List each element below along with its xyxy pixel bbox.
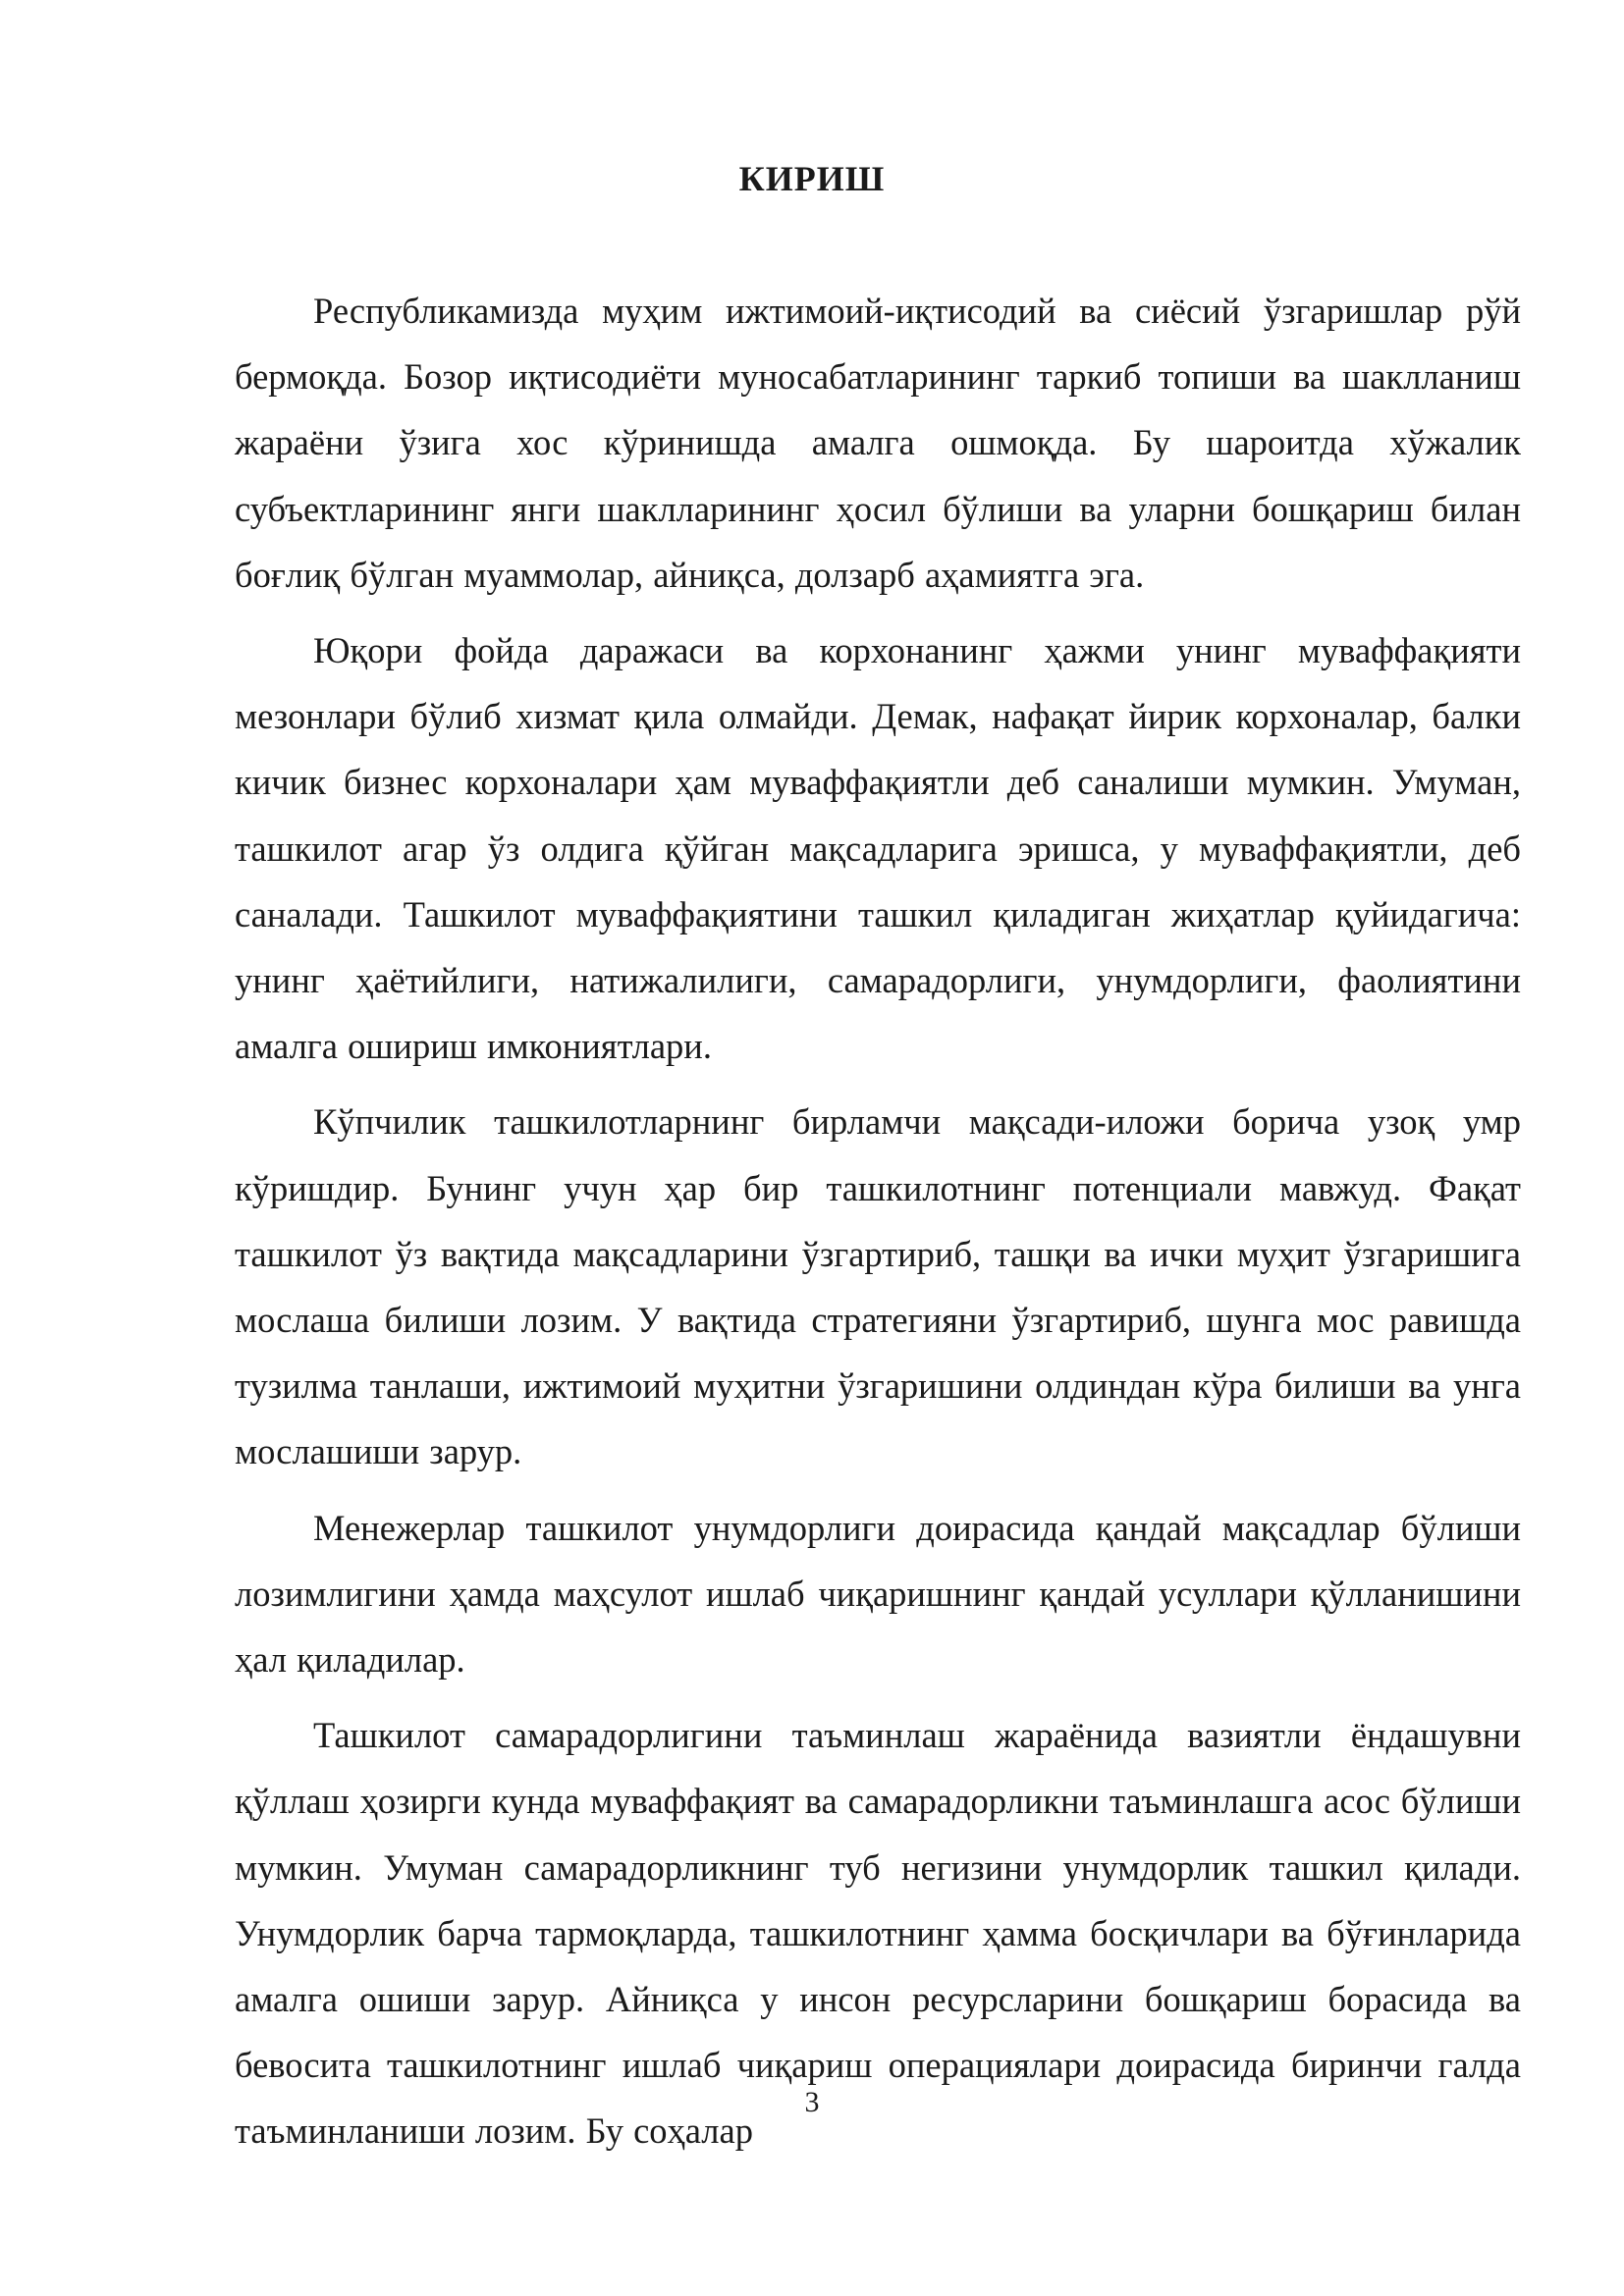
paragraph-1: Республикамизда муҳим ижтимоий-иқтисодий ва сиёсий ўзгаришлар рўй бермоқда. Бозор иқтисодиёти муносабатларининг таркиб топиши ва шаклланиш жараёни ўзига хос кўринишда амалга ошмоқда. Бу шароитда хўжалик субъектларининг янги шаклларининг ҳосил бўлиши ва уларни бошқариш билан боғлиқ бўлган муаммолар, айниқса, долзарб аҳамиятга эга. xyxy=(235,291,1521,595)
paragraph-5: Ташкилот самарадорлигини таъминлаш жараёнида вазиятли ёндашувни қўллаш ҳозирги кунда муваффақият ва самарадорликни таъминлашга асос бўлиши мумкин. Умуман самарадорликнинг туб негизини унумдорлик ташкил қилади. Унумдорлик барча тармоқларда, ташкилотнинг ҳамма босқичлари ва бўғинларида амалга ошиши зарур. Айниқса у инсон ресурсларини бошқариш борасида ва бевосита ташкилотнинг ишлаб чиқариш операциялари доирасида биринчи галда таъминланиши лозим. Бу соҳалар xyxy=(235,1715,1521,2152)
document-body xyxy=(235,278,1521,2174)
page-number: 3 xyxy=(804,2086,820,2118)
paragraph-2: Юқори фойда даражаси ва корхонанинг ҳажми унинг муваффақияти мезонлари бўлиб хизмат қила олмайди. Демак, нафақат йирик корхоналар, балки кичик бизнес корхоналари ҳам муваффақиятли деб саналиши мумкин. Умуман, ташкилот агар ўз олдига қўйган мақсадларига эришса, у муваффақиятли, деб саналади. Ташкилот муваффақиятини ташкил қиладиган жиҳатлар қуйидагича: унинг ҳаётийлиги, натижалилиги, самарадорлиги, унумдорлиги, фаолиятини амалга ошириш имкониятлари. xyxy=(235,630,1521,1067)
paragraph-3: Кўпчилик ташкилотларнинг бирламчи мақсади-иложи борича узоқ умр кўришдир. Бунинг учун ҳар бир ташкилотнинг потенциали мавжуд. Фақат ташкилот ўз вақтида мақсадларини ўзгартириб, ташқи ва ички муҳит ўзгаришига мослаша билиши лозим. У вақтида стратегияни ўзгартириб, шунга мос равишда тузилма танлаши, ижтимоий муҳитни ўзгаришини олдиндан кўра билиши ва унга мослашиши зарур. xyxy=(235,1101,1521,1472)
page-title: КИРИШ xyxy=(738,159,886,198)
paragraph-4: Менежерлар ташкилот унумдорлиги доирасида қандай мақсадлар бўлиши лозимлигини ҳамда маҳсулот ишлаб чиқаришнинг қандай усуллари қўлланишини ҳал қиладилар. xyxy=(235,1507,1521,1681)
